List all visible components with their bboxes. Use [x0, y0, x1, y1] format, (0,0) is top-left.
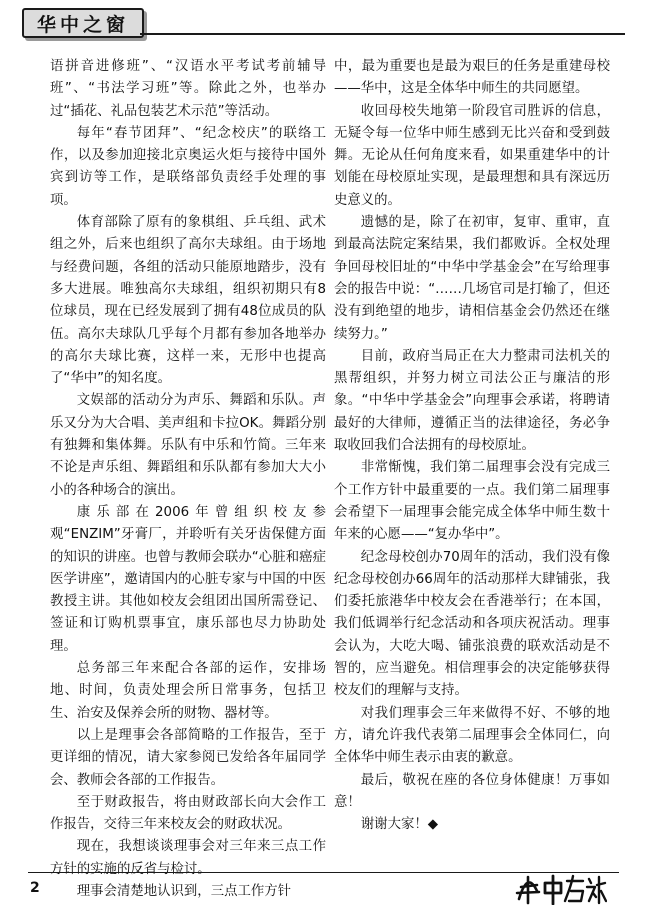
paragraph: 文娱部的活动分为声乐、舞蹈和乐队。声乐又分为大合唱、美声组和卡拉OK。舞蹈分别有独舞和集体舞。乐队有中乐和竹简。三年来不论是声乐组、舞蹈组和乐队都有参加大大小小的各种场合的演出。 — [50, 393, 326, 498]
paragraph: 理事会清楚地认识到，三点工作方针 — [76, 883, 292, 899]
paragraph: 最后，敬祝在座的各位身体健康！万事如意！ — [334, 772, 610, 810]
paragraph: 中，最为重要也是最为艰巨的任务是重建母校——华中，这是全体华中师生的共同愿望。 — [334, 59, 610, 97]
paragraph: 谢谢大家！◆ — [360, 817, 439, 833]
header-rule — [140, 33, 625, 35]
section-title: 华中之窗 — [36, 13, 129, 36]
page-number: 2 — [30, 880, 40, 896]
paragraph: 总务部三年来配合各部的运作，安排场地、时间，负责处理会所日常事务，包括卫生、治安及保养会所的财物、器材等。 — [50, 661, 326, 721]
calligraphy-logo — [511, 873, 607, 905]
paragraph: 目前，政府当局正在大力整肃司法机关的黑帮组织，并努力树立司法公正与廉洁的形象。“中华中学基金会”向理事会承诺，将聘请最好的大律师，遵循正当的法律途径，务必争取收回我们合法拥有的母校原址。 — [334, 348, 610, 454]
paragraph: 每年“春节团拜”、“纪念校庆”的联络工作，以及参加迎接北京奥运火炬与接待中国外宾到访等工作，是联络部负责经手处理的事项。 — [50, 125, 326, 208]
right-column — [334, 56, 610, 836]
paragraph: 纪念母校创办70周年的活动，我们没有像纪念母校创办66周年的活动那样大肆铺张，我们委托旅港华中校友会在香港举行；在本国，我们低调举行纪念活动和各项庆祝活动。理事会认为，大吃大喝、铺张浪费的联欢活动是不智的，应当避免。相信理事会的决定能够获得校友们的理解与支持。 — [334, 549, 610, 699]
paragraph: 以上是理事会各部简略的工作报告，至于更详细的情况，请大家参阅已发给各年届同学会、教师会各部的工作报告。 — [50, 727, 326, 788]
paragraph: 收回母校失地第一阶段官司胜诉的信息，无疑令每一位华中师生感到无比兴奋和受到鼓舞。无论从任何角度来看，如果重建华中的计划能在母校原址实现，是最理想和具有深远历史意义的。 — [334, 103, 610, 208]
paragraph: 遗憾的是，除了在初审，复审、重审，直到最高法院定案结果，我们都败诉。全权处理争回母校旧址的“中华中学基金会”在写给理事会的报告中说：“……几场官司是打输了，但还没有到绝望的地步，请相信基金会仍然还在继续努力。” — [334, 215, 610, 342]
paragraph: 语拼音进修班”、“汉语水平考试考前辅导班”、“书法学习班”等。除此之外，也举办过“插花、礼品包装艺术示范”等活动。 — [50, 59, 326, 119]
paragraph: 对我们理事会三年来做得不好、不够的地方，请允许我代表第二届理事会全体同仁，向全体华中师生表示由衷的歉意。 — [334, 705, 610, 766]
paragraph: 康乐部在2006年曾组织校友参观“ENZIM”牙膏厂，并聆听有关牙齿保健方面的知识的讲座。也曾与教师会联办“心脏和癌症医学讲座”，邀请国内的心脏专家与中国的中医教授主讲。其他如校友会组团出国所需登记、签证和订购机票事宜，康乐部也尽力协助处理。 — [50, 504, 326, 654]
section-header-tab — [22, 8, 144, 38]
paragraph: 非常惭愧，我们第二届理事会没有完成三个工作方针中最重要的一点。我们第二届理事会希望下一届理事会能完成全体华中师生数十年来的心愿——“复办华中”。 — [334, 460, 610, 543]
paragraph: 现在，我想谈谈理事会对三年来三点工作方针的实施的反省与检讨。 — [50, 839, 326, 877]
left-column — [50, 56, 326, 903]
paragraph: 体育部除了原有的象棋组、乒乓组、武术组之外，后来也组织了高尔夫球组。由于场地与经费问题，各组的活动只能原地踏步，没有多大进展。唯独高尔夫球组，组织初期只有8位球员，现在已经发展到了拥有48位成员的队伍。高尔夫球队几乎每个月都有参加各地举办的高尔夫球比赛，这样一来，无形中也提高了“华中”的知名度。 — [50, 215, 326, 387]
paragraph: 至于财政报告，将由财政部长向大会作工作报告，交待三年来校友会的财政状况。 — [50, 794, 326, 833]
